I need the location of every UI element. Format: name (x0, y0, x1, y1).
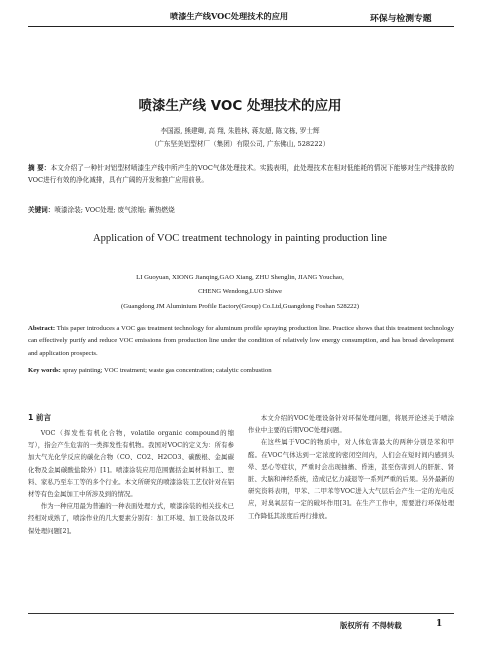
abstract-en (28, 323, 454, 360)
right-column (248, 412, 454, 522)
left-col-paragraph-1: VOC（挥发性有机化合物，volatile organic compound的缩写），指会产生危害的一类挥发性有机物。我国对VOC的定义为：所有参加大气光化学反应的碳化合物（CO、CO2、H2CO3、碳酸根、金属碳化物及金属碳酸盐除外）[1]。喷漆涂装应用范围囊括金属材料加工、塑料、家私乃至车工等的多个行业。本文所研究的喷漆涂装工艺仅针对在铝材等有色金属加工中所涉及到的情况。 (28, 429, 234, 499)
abstract-cn-text: 本文介绍了一种针对铝型材喷漆生产线中所产生的VOC气体处理技术。实践表明，此处理技术在相对低能耗的情况下能够对生产线排放的VOC进行有效的净化减排，具有广阔的开发和推广应用前景。 (28, 164, 454, 184)
keywords-en-label: Key words: (28, 367, 61, 374)
affiliation-en: (Guangdong JM Aluminium Profile Eactory(Group) Co.Ltd,Guangdong Foshan 528222) (121, 303, 359, 310)
abstract-cn-label: 摘 要： (28, 164, 51, 172)
keywords-cn-text: 喷漆涂装; VOC处理; 废气浓缩; 蓄热燃烧 (54, 206, 175, 214)
running-header-section: 环保与检测专题 (370, 14, 432, 24)
abstract-en-label: Abstract: (28, 325, 56, 332)
section-heading-1: 1 前言 (28, 413, 52, 422)
keywords-cn (28, 205, 454, 217)
page-number: 1 (436, 619, 443, 629)
title-en: Application of VOC treatment technology in painting production line (92, 233, 388, 244)
header-rule (28, 26, 454, 27)
footer-rule (28, 613, 454, 614)
affiliation-cn: （广东坚美铝型材厂（集团）有限公司, 广东佛山, 528222） (150, 140, 330, 148)
title-cn: 喷漆生产线 VOC 处理技术的应用 (138, 98, 342, 114)
left-column (28, 427, 234, 537)
left-col-paragraph-2: 作为一种应用最为普遍的一种表面处理方式，喷漆涂装的相关技术已经相对成熟了，喷涂作业的几大要素分别有：加工环境、加工设备以及环保处理问题[2]。 (28, 502, 234, 535)
keywords-cn-label: 关键词： (28, 206, 55, 214)
abstract-en-text: This paper introduces a VOC gas treatment technology for aluminum profile spraying production line. Practice shows that this treatment technology can effectively purify and reduce VOC emissions from production line under the condition of relatively low energy consumption, and has broad development and application prospects. (28, 325, 454, 357)
authors-cn: 李国源, 熊建卿, 高 翔, 朱胜林, 蒋友超, 陈文栋, 罗士辉 (160, 127, 320, 135)
right-col-paragraph-2: 在这些属于VOC的物质中，对人体危害最大的两种分别是苯和甲醛。在VOC气体达到一定浓度的密闭空间内，人们会在短时间内感到头晕、恶心等症状，严重时会出现抽搐、昏迷，甚至伤害到人的肝脏、肾脏、大脑和神经系统，造成记忆力减退等一系列严重的后果。另外最新的研究资料表明，甲苯、二甲苯等VOC进入大气层后会产生一定的光电反应，对臭氧层有一定的破坏作用[3]。在生产工作中，需要进行环保处理工作降低其浓度后再行排放。 (248, 438, 454, 520)
abstract-cn (28, 163, 454, 187)
right-col-paragraph-1: 本文介绍的VOC处理设备针对环保处理问题，将展开论述关于喷涂作业中主要的后期VOC处理问题。 (248, 414, 454, 435)
keywords-en (28, 365, 454, 377)
keywords-en-text: spray painting; VOC treatment; waste gas concentration; catalytic combustion (60, 367, 272, 374)
running-header-title: 喷漆生产线VOC处理技术的应用 (170, 11, 289, 21)
footer-copyright: 版权所有 不得转载 (340, 621, 402, 630)
authors-en-line2: CHENG Wendong,LUO Shiwe (198, 288, 282, 295)
authors-en-line1: LI Guoyuan, XIONG Jianqing,GAO Xiang, ZHU Shenglin, JIANG Youchao, (136, 274, 344, 281)
